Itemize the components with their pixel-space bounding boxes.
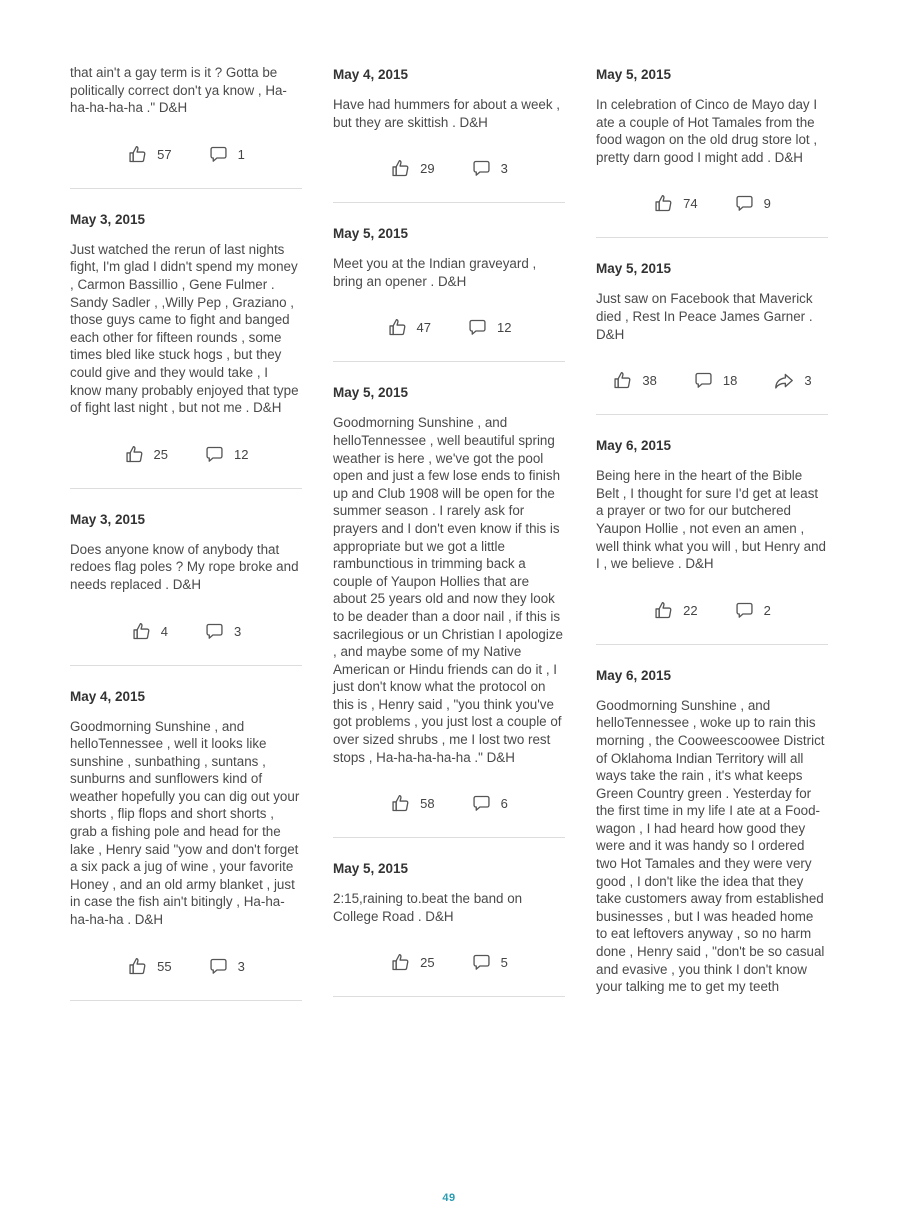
post-divider bbox=[596, 237, 828, 238]
comment-action bbox=[471, 158, 508, 179]
comment-icon bbox=[471, 793, 492, 814]
post bbox=[596, 667, 828, 996]
comment-icon bbox=[734, 193, 755, 214]
comment-count: 12 bbox=[497, 320, 512, 336]
like-action bbox=[653, 193, 697, 214]
post-actions bbox=[70, 417, 302, 488]
post-body: Just saw on Facebook that Maverick died , Rest In Peace James Garner . D&H bbox=[596, 291, 813, 342]
comment-action bbox=[734, 600, 771, 621]
post-divider bbox=[70, 488, 302, 489]
post-divider bbox=[70, 188, 302, 189]
like-count: 47 bbox=[416, 320, 431, 336]
comment-count: 2 bbox=[763, 602, 771, 618]
like-action bbox=[653, 600, 697, 621]
comment-action bbox=[734, 193, 771, 214]
thumbs-up-icon bbox=[131, 621, 152, 642]
like-count: 25 bbox=[420, 955, 435, 971]
post-divider bbox=[70, 1000, 302, 1001]
like-count: 58 bbox=[420, 796, 435, 812]
thumbs-up-icon bbox=[653, 193, 674, 214]
like-count: 25 bbox=[153, 446, 168, 462]
post bbox=[333, 860, 565, 997]
thumbs-up-icon bbox=[653, 600, 674, 621]
comment-count: 3 bbox=[500, 161, 508, 177]
comment-icon bbox=[204, 621, 225, 642]
comment-count: 5 bbox=[500, 955, 508, 971]
share-icon bbox=[773, 371, 795, 391]
comment-action bbox=[693, 370, 737, 391]
post bbox=[596, 437, 828, 645]
post-actions bbox=[333, 766, 565, 837]
page-number: 49 bbox=[442, 1192, 456, 1204]
post-body: Does anyone know of anybody that redoes flag poles ? My rope broke and needs replaced . D&H bbox=[70, 541, 299, 592]
column bbox=[333, 64, 565, 1001]
post-actions bbox=[333, 925, 565, 996]
post-divider bbox=[596, 644, 828, 645]
post bbox=[596, 66, 828, 238]
comment-action bbox=[471, 952, 508, 973]
comment-action bbox=[208, 956, 245, 977]
post-date: May 5, 2015 bbox=[596, 67, 672, 82]
column bbox=[596, 64, 828, 1001]
comment-icon bbox=[471, 158, 492, 179]
post-actions bbox=[70, 929, 302, 1000]
post-body: In celebration of Cinco de Mayo day I ate a couple of Hot Tamales from the food wagon on the old drug store lot , pretty darn good I might add . D&H bbox=[596, 97, 818, 165]
like-count: 22 bbox=[683, 602, 698, 618]
post-divider bbox=[333, 996, 565, 997]
thumbs-up-icon bbox=[124, 444, 145, 465]
like-action bbox=[127, 956, 171, 977]
comment-action bbox=[204, 621, 241, 642]
post bbox=[70, 211, 302, 489]
comment-count: 12 bbox=[234, 446, 249, 462]
comment-icon bbox=[204, 444, 225, 465]
post-body: Goodmorning Sunshine , and helloTennessee , well beautiful spring weather is here , we've got the pool open and just a few lose ends to finish up and Club 1908 will be open for the summer season . I rarely ask for prayers and I don't even know if this is appropriate but we got a little rambunctious in trimming back a couple of Yaupon Hollies that are about 25 years old and now they look to be deader than a door nail , if this is sacrilegious or un Christian I apologize , and maybe some of my Native American or Hindu friends can do it , I just don't know what the protocol on this is , Henry said , "you think you've got problems , you just lost a couple of over sized shrubs , me I lost two rest stops , Ha-ha-ha-ha-ha ." D&H bbox=[333, 415, 563, 765]
post-body: Meet you at the Indian graveyard , bring an opener . D&H bbox=[333, 256, 537, 289]
comment-count: 9 bbox=[763, 196, 771, 212]
post-body: 2:15,raining to.beat the band on College Road . D&H bbox=[333, 891, 523, 924]
like-count: 38 bbox=[642, 373, 657, 389]
comment-icon bbox=[208, 956, 229, 977]
post-date: May 3, 2015 bbox=[70, 211, 146, 227]
post-date: May 5, 2015 bbox=[596, 261, 672, 277]
post-body: Just watched the rerun of last nights fight, I'm glad I didn't spend my money , Carmon Bassillio , Gene Fulmer . Sandy Sadler , ,Willy Pep , Graziano , those guys came to fight and banged each other for fifteen rounds , some times bled like stuck hogs , but they could give and they would take , I know many probably enjoyed that type of fight last night , but not me . D&H bbox=[70, 241, 299, 416]
post-date: May 3, 2015 bbox=[70, 511, 146, 527]
comment-icon bbox=[467, 317, 488, 338]
post-date: May 6, 2015 bbox=[596, 667, 672, 683]
like-count: 29 bbox=[420, 161, 435, 177]
like-count: 4 bbox=[160, 623, 168, 639]
thumbs-up-icon bbox=[387, 317, 408, 338]
like-count: 57 bbox=[157, 146, 172, 162]
like-action bbox=[390, 158, 434, 179]
like-count: 74 bbox=[683, 196, 698, 212]
post-divider bbox=[333, 361, 565, 362]
share-action bbox=[773, 371, 811, 391]
thumbs-up-icon bbox=[390, 952, 411, 973]
share-count: 3 bbox=[804, 373, 812, 389]
post-body: that ain't a gay term is it ? Gotta be politically correct don't ya know , Ha-ha-ha-ha-ha ." D&H bbox=[70, 65, 287, 116]
post bbox=[333, 66, 565, 203]
like-action bbox=[612, 370, 656, 391]
like-action bbox=[124, 444, 168, 465]
post-actions bbox=[596, 573, 828, 644]
column bbox=[70, 64, 302, 1001]
post-divider bbox=[70, 665, 302, 666]
post-actions bbox=[596, 343, 828, 414]
post-date: May 5, 2015 bbox=[333, 861, 409, 877]
comment-action bbox=[208, 144, 245, 165]
thumbs-up-icon bbox=[390, 158, 411, 179]
comment-icon bbox=[208, 144, 229, 165]
post bbox=[596, 260, 828, 415]
comment-icon bbox=[471, 952, 492, 973]
post-date: May 5, 2015 bbox=[333, 385, 409, 401]
post-date: May 5, 2015 bbox=[333, 226, 409, 242]
thumbs-up-icon bbox=[390, 793, 411, 814]
post-actions bbox=[70, 594, 302, 665]
post bbox=[333, 384, 565, 838]
post bbox=[70, 511, 302, 666]
comment-count: 3 bbox=[234, 623, 242, 639]
comment-action bbox=[471, 793, 508, 814]
like-count: 55 bbox=[157, 958, 172, 974]
post bbox=[333, 225, 565, 362]
like-action bbox=[390, 793, 434, 814]
post-actions bbox=[596, 166, 828, 237]
post-divider bbox=[333, 837, 565, 838]
thumbs-up-icon bbox=[612, 370, 633, 391]
comment-icon bbox=[734, 600, 755, 621]
post-actions bbox=[333, 131, 565, 202]
like-action bbox=[131, 621, 168, 642]
post bbox=[70, 64, 302, 189]
comment-count: 6 bbox=[500, 796, 508, 812]
thumbs-up-icon bbox=[127, 956, 148, 977]
post-date: May 4, 2015 bbox=[70, 688, 146, 704]
post-body: Being here in the heart of the Bible Belt , I thought for sure I'd get at least a prayer or two for our butchered Yaupon Hollie , not even an amen , well think what you will , but Henry and I , we believe . D&H bbox=[596, 468, 826, 572]
post-date: May 6, 2015 bbox=[596, 438, 672, 454]
thumbs-up-icon bbox=[127, 144, 148, 165]
comment-icon bbox=[693, 370, 714, 391]
comment-action bbox=[467, 317, 511, 338]
post-divider bbox=[596, 414, 828, 415]
comment-count: 1 bbox=[237, 146, 245, 162]
post-body: Have had hummers for about a week , but they are skittish . D&H bbox=[333, 97, 561, 130]
like-action bbox=[387, 317, 431, 338]
like-action bbox=[390, 952, 434, 973]
post-body: Goodmorning Sunshine , and helloTennessee , well it looks like sunshine , sunbathing , suntans , sunburns and sunflowers kind of weather hopefully you can dig out your shorts , flip flops and short shorts , grab a fishing pole and head for the lake , Henry said "yow and don't forget a six pack a jug of wine , your favorite Honey , and an old army blanket , just in case the fish ain't bitingly , Ha-ha-ha-ha-ha . D&H bbox=[70, 718, 300, 928]
post-actions bbox=[333, 290, 565, 361]
post-body: Goodmorning Sunshine , and helloTennessee , woke up to rain this morning , the Cooweescoowee District of Oklahoma Indian Territory will all ways take the rain , it's what keeps Green Country green . Yesterday for the first time in my life I ate at a Food-wagon , I had heard how good they were and it was handy so I ordered two Hot Tamales and they were very good , I don't like the idea that they take customers away from established businesses , but I was headed home to eat leftovers anyway , so no harm done , Henry said , "don't be so casual and evasive , you think I don't know your talking me to get my teeth bbox=[596, 697, 825, 995]
comment-count: 3 bbox=[237, 958, 245, 974]
comment-count: 18 bbox=[722, 373, 738, 389]
post-date: May 4, 2015 bbox=[333, 67, 409, 82]
post-actions bbox=[70, 117, 302, 188]
post bbox=[70, 688, 302, 1001]
comment-action bbox=[204, 444, 248, 465]
post-divider bbox=[333, 202, 565, 203]
like-action bbox=[127, 144, 171, 165]
